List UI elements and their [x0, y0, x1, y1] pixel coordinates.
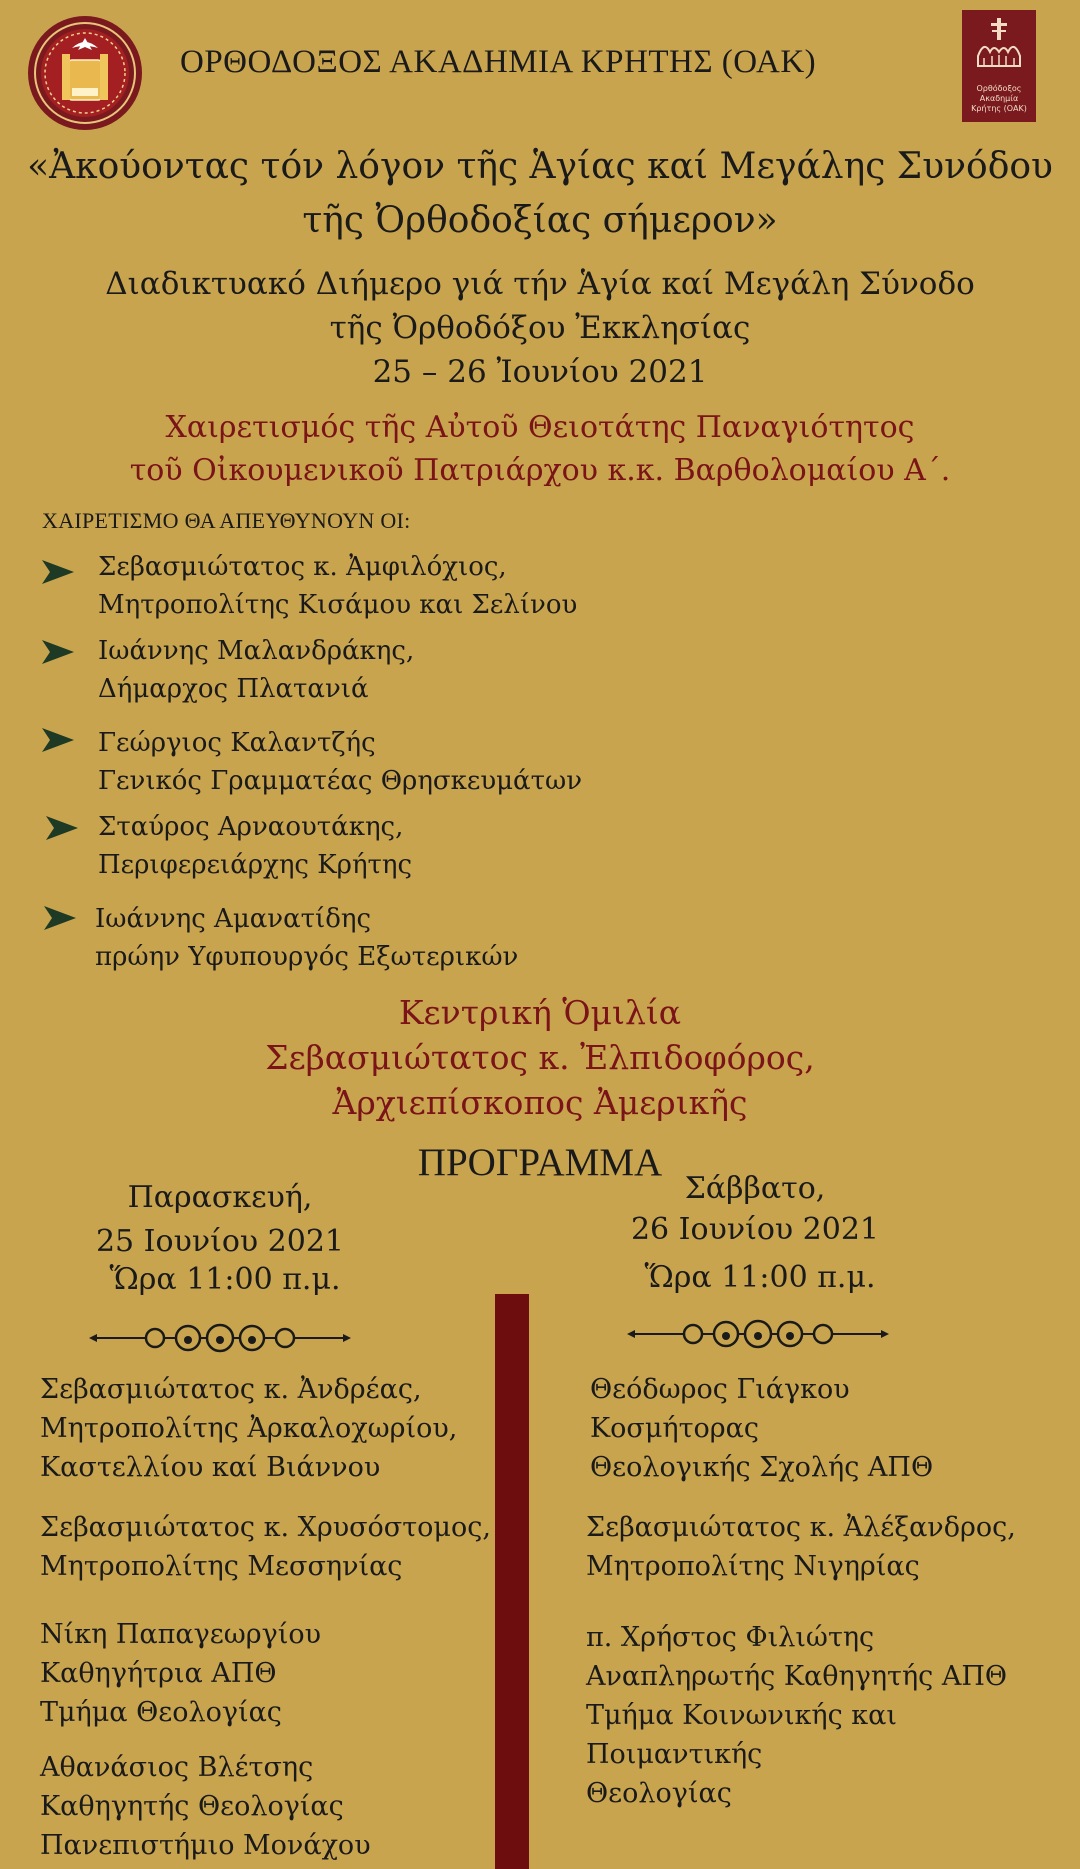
keynote-speaker: Σεβασμιώτατος κ. Ἐλπιδοφόρος,	[265, 1038, 815, 1077]
subtitle-line-1: Διαδικτυακό Διήμερο γιά τήν Ἁγία καί Μεγάλη Σύνοδο	[105, 266, 975, 302]
speaker-line: Σεβασμιώτατος κ. Χρυσόστομος,	[40, 1512, 491, 1543]
addressee-role: Δήμαρχος Πλατανιά	[98, 674, 369, 704]
day2-speaker	[586, 1618, 1080, 1813]
event-dates: 25 – 26 Ἰουνίου 2021	[372, 354, 708, 390]
greeting-line-2: τοῦ Οἰκουμενικοῦ Πατριάρχου κ.κ. Βαρθολομαίου Α΄.	[129, 453, 951, 488]
day1-speaker	[40, 1748, 371, 1865]
oak-logo-caption-line: Ορθόδοξος	[976, 84, 1022, 93]
speaker-line: Τμήμα Κοινωνικής και Ποιμαντικής	[586, 1700, 897, 1770]
arrow-bullet-icon	[42, 904, 78, 932]
addressee-role: Γενικός Γραμματέας Θρησκευμάτων	[98, 766, 583, 796]
speaker-line: Καστελλίου καί Βιάννου	[40, 1452, 381, 1483]
day1-speaker	[40, 1370, 457, 1487]
speaker-line: Θεολογικής Σχολής ΑΠΘ	[590, 1452, 934, 1483]
day1-speaker	[40, 1508, 491, 1586]
speaker-line: Καθηγητής Θεολογίας	[40, 1791, 344, 1822]
keynote-label: Κεντρική Ὁμιλία	[398, 993, 682, 1032]
oak-logo-caption	[962, 84, 1036, 114]
speaker-line: Καθηγήτρια ΑΠΘ	[40, 1658, 277, 1689]
oak-logo-caption-line: Κρήτης (ΟΑΚ)	[971, 104, 1027, 113]
event-title-line-2: τῆς Ὀρθοδοξίας σήμερον»	[302, 200, 778, 241]
arrow-bullet-icon	[44, 814, 80, 842]
subtitle-line-2: τῆς Ὀρθοδόξου Ἐκκλησίας	[329, 310, 751, 346]
day1-time: Ὥρα 11:00 π.μ.	[109, 1262, 341, 1297]
day1-date: 25 Ιουνίου 2021	[95, 1224, 345, 1259]
addressee-item	[98, 632, 414, 708]
speaker-line: Μητροπολίτης Μεσσηνίας	[40, 1551, 403, 1582]
scroll-ornament-icon	[623, 1314, 893, 1354]
oak-logo-caption-line: Ακαδημία	[979, 94, 1019, 103]
speaker-line: π. Χρήστος Φιλιώτης	[586, 1622, 875, 1653]
column-divider	[495, 1294, 529, 1869]
speaker-line: Σεβασμιώτατος κ. Ἀλέξανδρος,	[586, 1512, 1016, 1543]
speaker-line: Αθανάσιος Βλέτσης	[40, 1752, 314, 1783]
day2-speaker	[586, 1508, 1016, 1586]
arrow-bullet-icon	[40, 558, 76, 586]
day2-time: Ὥρα 11:00 π.μ.	[644, 1260, 876, 1295]
arrow-bullet-icon	[40, 726, 76, 754]
addressees-label: ΧΑΙΡΕΤΙΣΜΟ ΘΑ ΑΠΕΥΘΥΝΟΥΝ ΟΙ:	[42, 508, 411, 533]
addressee-role: πρώην Υφυπουργός Εξωτερικών	[95, 942, 519, 972]
event-title	[0, 140, 1080, 248]
day2-speaker	[590, 1370, 933, 1487]
program-heading: ΠΡΟΓΡΑΜΜΑ	[417, 1141, 663, 1184]
greeting-line-1: Χαιρετισμός τῆς Αὐτοῦ Θειοτάτης Παναγιότητος	[165, 410, 915, 445]
speaker-line: Θεολογίας	[586, 1778, 732, 1809]
patriarchate-seal-logo	[26, 14, 144, 132]
day1-speaker	[40, 1615, 321, 1732]
speaker-line: Πανεπιστήμιο Μονάχου	[40, 1830, 371, 1861]
addressee-name: Ιωάννης Μαλανδράκης,	[98, 636, 415, 666]
speaker-line: Μητροπολίτης Νιγηρίας	[586, 1551, 920, 1582]
addressee-item	[98, 724, 582, 800]
oak-logo	[962, 10, 1036, 122]
keynote-role: Ἀρχιεπίσκοπος Ἀμερικῆς	[332, 1083, 748, 1122]
addressee-name: Ιωάννης Αμανατίδης	[95, 904, 372, 934]
keynote-section	[0, 990, 1080, 1125]
addressee-item	[98, 548, 577, 624]
event-title-line-1: «Ἀκούοντας τόν λόγον τῆς Ἁγίας καί Μεγάλης Συνόδου	[27, 146, 1053, 187]
addressee-role: Περιφερειάρχης Κρήτης	[98, 850, 413, 880]
speaker-line: Αναπληρωτής Καθηγητής ΑΠΘ	[586, 1661, 1008, 1692]
addressee-item	[95, 900, 518, 976]
speaker-line: Θεόδωρος Γιάγκου	[590, 1374, 850, 1405]
addressee-name: Σεβασμιώτατος κ. Ἀμφιλόχιος,	[98, 552, 507, 582]
event-subtitle	[0, 262, 1080, 394]
speaker-line: Σεβασμιώτατος κ. Ἀνδρέας,	[40, 1374, 422, 1405]
addressee-name: Γεώργιος Καλαντζής	[98, 728, 376, 758]
header-title: ΟΡΘΟΔΟΞΟΣ ΑΚΑΔΗΜΙΑ ΚΡΗΤΗΣ (ΟΑΚ)	[180, 44, 817, 80]
day2-weekday: Σάββατο,	[684, 1171, 826, 1206]
patriarch-greeting	[0, 406, 1080, 492]
speaker-line: Μητροπολίτης Ἀρκαλοχωρίου,	[40, 1413, 458, 1444]
day1-weekday: Παρασκευή,	[127, 1180, 313, 1215]
addressee-role: Μητροπολίτης Κισάμου και Σελίνου	[98, 590, 578, 620]
scroll-ornament-icon	[85, 1318, 355, 1358]
speaker-line: Νίκη Παπαγεωργίου	[40, 1619, 322, 1650]
addressee-name: Σταύρος Αρναουτάκης,	[98, 812, 404, 842]
speaker-line: Τμήμα Θεολογίας	[40, 1697, 282, 1728]
day2-date: 26 Ιουνίου 2021	[630, 1212, 880, 1247]
day2-header	[615, 1168, 895, 1250]
arrow-bullet-icon	[40, 638, 76, 666]
addressee-item	[98, 808, 412, 884]
day1-header	[80, 1176, 360, 1264]
speaker-line: Κοσμήτορας	[590, 1413, 760, 1444]
